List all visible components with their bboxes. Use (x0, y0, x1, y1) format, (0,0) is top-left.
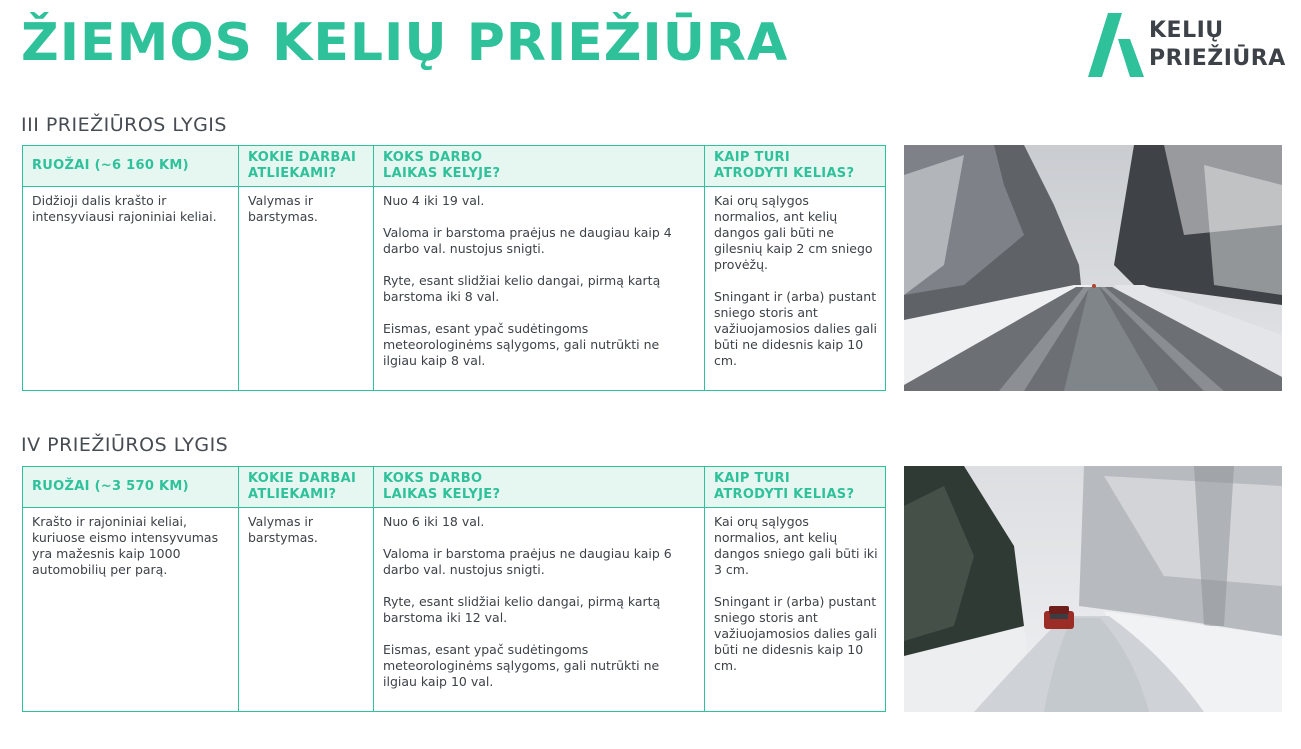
road-state-normal: Kai orų sąlygos normalios, ant kelių dangos gali būti ne gilesnių kaip 2 cm sniego provėžų. (714, 193, 873, 272)
column-header-works: KOKIE DARBAI ATLIEKAMI? (248, 150, 357, 181)
column-header-road-state: KAIP TURI ATRODYTI KELIAS? (714, 471, 855, 502)
cell-segments: Krašto ir rajoniniai keliai, kuriuose eismo intensyvumas yra mažesnis kaip 1000 automobilių per parą. (32, 514, 219, 577)
cell-work-time (374, 514, 704, 706)
column-header-segments: RUOŽAI (~6 160 KM) (32, 158, 189, 173)
cell-road-state (705, 193, 886, 385)
work-time-hours: Nuo 4 iki 19 val. (383, 193, 485, 208)
logo-mark-icon (1088, 13, 1144, 77)
column-header-road-state: KAIP TURI ATRODYTI KELIAS? (714, 150, 855, 181)
cell-works: Valymas ir barstymas. (248, 193, 318, 224)
column-header-work-time: KOKS DARBO LAIKAS KELYJE? (383, 150, 501, 181)
column-header-segments: RUOŽAI (~3 570 KM) (32, 479, 189, 494)
work-time-morning: Ryte, esant slidžiai kelio dangai, pirmą kartą barstoma iki 12 val. (383, 594, 661, 625)
column-header-works: KOKIE DARBAI ATLIEKAMI? (248, 471, 357, 502)
work-time-morning: Ryte, esant slidžiai kelio dangai, pirmą kartą barstoma iki 8 val. (383, 273, 661, 304)
road-state-snowfall: Sningant ir (arba) pustant sniego storis ant važiuojamosios dalies gali būti ne didesnis kaip 10 cm. (714, 289, 877, 368)
page-title: ŽIEMOS KELIŲ PRIEŽIŪRA (21, 13, 789, 73)
work-time-clearing: Valoma ir barstoma praėjus ne daugiau kaip 6 darbo val. nustojus snigti. (383, 546, 672, 577)
work-time-interruption: Eismas, esant ypač sudėtingoms meteorologinėms sąlygoms, gali nutrūkti ne ilgiau kaip 10 val. (383, 642, 660, 689)
snowy-road-with-red-car-photo (904, 466, 1282, 712)
section-heading-level-3: III PRIEŽIŪROS LYGIS (21, 114, 227, 136)
cell-road-state (705, 514, 886, 690)
road-state-normal: Kai orų sąlygos normalios, ant kelių dangos sniego gali būti iki 3 cm. (714, 514, 878, 577)
road-state-snowfall: Sningant ir (arba) pustant sniego storis ant važiuojamosios dalies gali būti ne didesnis kaip 10 cm. (714, 594, 877, 673)
maintenance-table-level-3 (22, 145, 886, 391)
snowy-forest-road-photo (904, 145, 1282, 391)
cell-work-time (374, 193, 704, 385)
brand-logo (1088, 13, 1288, 79)
cell-works: Valymas ir barstymas. (248, 514, 318, 545)
column-header-work-time: KOKS DARBO LAIKAS KELYJE? (383, 471, 501, 502)
cell-segments: Didžioji dalis krašto ir intensyviausi rajoniniai keliai. (32, 193, 217, 224)
work-time-hours: Nuo 6 iki 18 val. (383, 514, 485, 529)
work-time-interruption: Eismas, esant ypač sudėtingoms meteorologinėms sąlygoms, gali nutrūkti ne ilgiau kaip 8 val. (383, 321, 660, 368)
work-time-clearing: Valoma ir barstoma praėjus ne daugiau kaip 4 darbo val. nustojus snigti. (383, 225, 672, 256)
logo-line-1: KELIŲ (1149, 18, 1224, 43)
section-heading-level-4: IV PRIEŽIŪROS LYGIS (21, 434, 229, 456)
maintenance-table-level-4 (22, 466, 886, 712)
logo-line-2: PRIEŽIŪRA (1149, 46, 1286, 71)
